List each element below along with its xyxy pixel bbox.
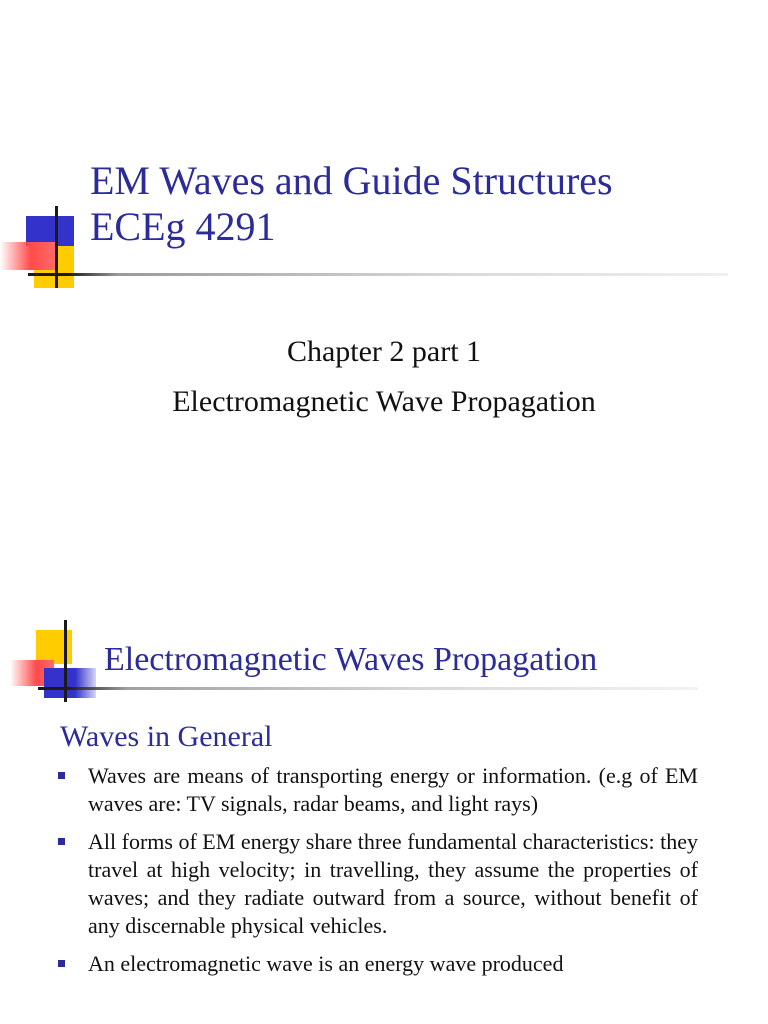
- topic-subtitle: Electromagnetic Wave Propagation: [172, 385, 596, 418]
- list-item: [58, 762, 698, 818]
- bullet-list: [58, 762, 698, 988]
- red-square: [0, 242, 56, 270]
- square-bullet-icon: [58, 838, 65, 845]
- square-bullet-icon: [58, 960, 65, 967]
- slide-content: [0, 584, 768, 1024]
- title-underline: [38, 687, 698, 690]
- section-heading: Waves in General: [60, 720, 273, 753]
- bullet-text: All forms of EM energy share three fundamental characteristics: they travel at high velocity; in travelling, they assume the properties of waves; and they radiate outward from a source, without benefit of any discernable physical vehicles.: [88, 829, 698, 938]
- list-item: [58, 950, 698, 978]
- chapter-subtitle: Chapter 2 part 1: [286, 335, 482, 368]
- slide-title-text: [90, 158, 760, 250]
- corner-decoration: [0, 620, 120, 710]
- title-line-1: EM Waves and Guide Structures: [90, 158, 613, 203]
- square-bullet-icon: [58, 772, 65, 779]
- slide-title-text: Electromagnetic Waves Propagation: [104, 641, 598, 678]
- title-underline: [28, 273, 728, 276]
- bullet-text: Waves are means of transporting energy or information. (e.g of EM waves are: TV signals, radar beams, and light rays): [88, 763, 698, 816]
- bullet-text: An electromagnetic wave is an energy wave produced: [88, 951, 564, 976]
- blue-square: [44, 668, 96, 698]
- title-line-2: ECEg 4291: [90, 204, 276, 249]
- list-item: [58, 828, 698, 940]
